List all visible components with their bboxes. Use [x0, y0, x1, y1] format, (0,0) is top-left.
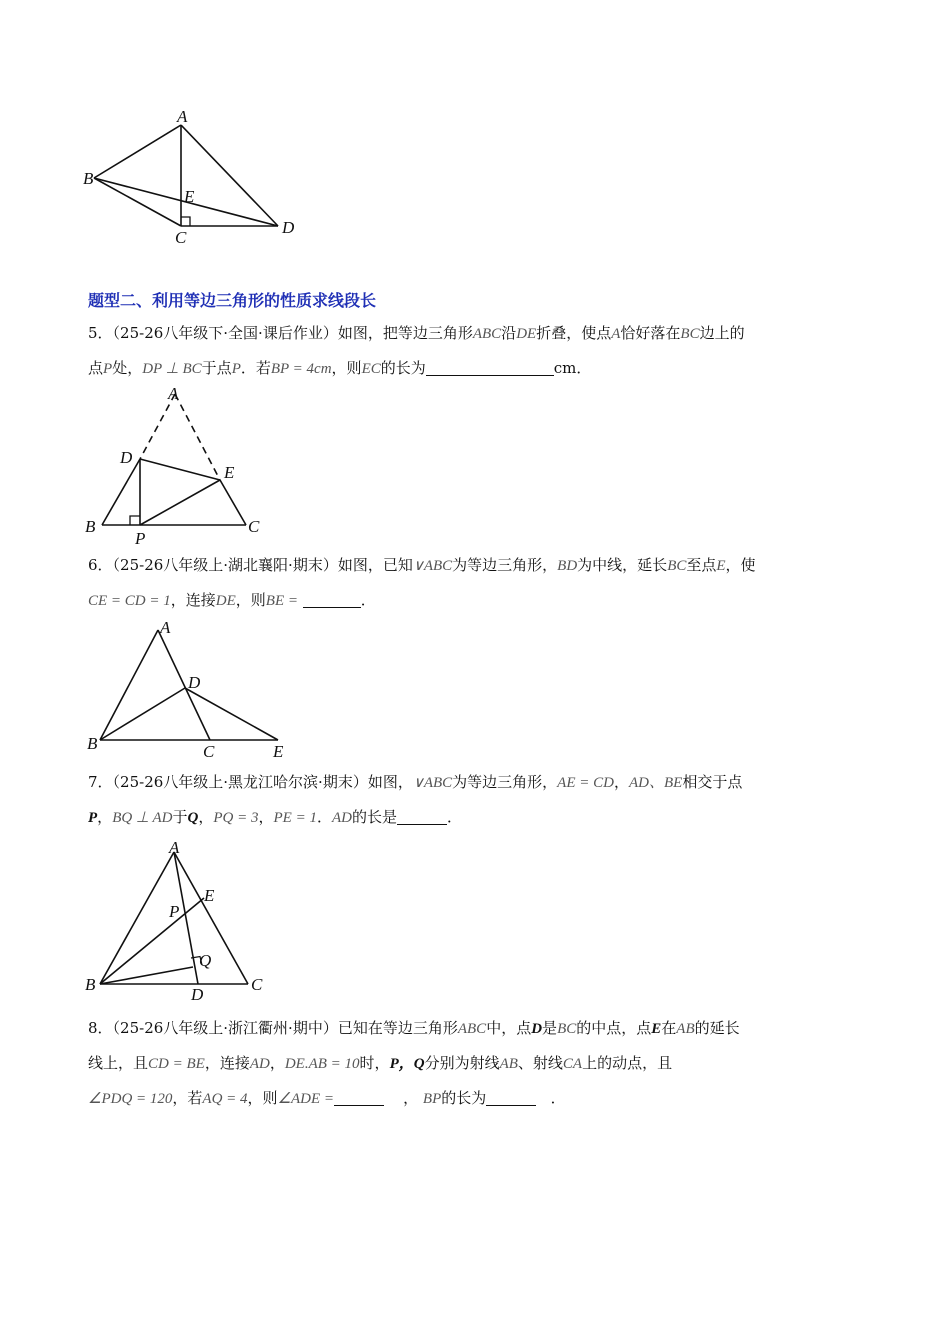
label-c: C [248, 517, 260, 536]
math: P [103, 361, 113, 377]
math: AD [249, 1056, 270, 1072]
text: ， [97, 808, 113, 826]
point-p: P [88, 810, 98, 826]
text: 的中点，点 [576, 1019, 652, 1037]
right-angle-mark [181, 217, 190, 226]
question-source: （25-26八年级下·全国·课后作业） [112, 324, 338, 342]
question-8 [88, 1011, 868, 1116]
segment-ac [158, 630, 210, 740]
label-d: D [188, 673, 201, 692]
segment-ab [94, 125, 181, 178]
segment-db [102, 459, 140, 525]
text: ，若 [172, 1089, 203, 1107]
label-c: C [251, 975, 263, 994]
text: 时， [359, 1054, 390, 1072]
math: BP [422, 1091, 442, 1107]
math: ABC [457, 1021, 487, 1037]
section-title: 题型二、利用等边三角形的性质求线段长 [88, 291, 377, 310]
label-e: E [184, 187, 195, 206]
figure-q7 [80, 832, 280, 1002]
right-angle-mark [130, 516, 140, 525]
label-c: C [175, 228, 187, 247]
label-a: A [160, 618, 171, 637]
label-a: A [177, 110, 188, 126]
math: AB [499, 1056, 518, 1072]
math: AE = CD [557, 775, 614, 791]
question-number: 5． [88, 324, 113, 342]
text: 是 [542, 1019, 558, 1037]
text: ，连接 [170, 591, 216, 609]
segment-ab [100, 852, 174, 984]
label-b: B [87, 734, 98, 753]
text: 中，点 [486, 1019, 532, 1037]
text: 为中线，延长 [577, 556, 668, 574]
text: 线上，且 [88, 1054, 149, 1072]
label-a: A [168, 384, 179, 403]
math: ∨ABC [412, 558, 453, 574]
question-source: （25-26八年级上·浙江衢州·期中） [112, 1019, 338, 1037]
text: 至点 [686, 556, 717, 574]
text: ，则 [247, 1089, 278, 1107]
math: PE = 1 [273, 810, 317, 826]
text: ，连接 [204, 1054, 250, 1072]
point-d: D [531, 1021, 543, 1037]
math: ABC [472, 326, 502, 342]
math: ∠PDQ = 120 [88, 1091, 173, 1107]
segment-ab [100, 630, 158, 740]
text: 的长为 [380, 359, 426, 377]
figure-q4 [80, 110, 320, 250]
label-q: Q [199, 951, 212, 970]
text: ，使 [725, 556, 756, 574]
segment-ec [220, 480, 246, 525]
label-a: A [169, 838, 180, 857]
math: BP = 4cm [270, 361, 332, 377]
math: BC [680, 326, 700, 342]
text: ． [550, 1089, 566, 1107]
points-pq: P，Q [389, 1056, 425, 1072]
label-d: D [282, 218, 295, 237]
text: ， [403, 1089, 419, 1107]
text: 上的动点，且 [582, 1054, 673, 1072]
text: 点 [88, 359, 104, 377]
answer-blank[interactable] [303, 589, 361, 608]
segment-bd [100, 688, 185, 740]
point-q: Q [187, 810, 199, 826]
segment-de [140, 459, 220, 480]
label-c: C [203, 742, 215, 761]
math: CA [562, 1056, 583, 1072]
math: BC [667, 558, 687, 574]
text: 在 [661, 1019, 677, 1037]
point-e: E [651, 1021, 662, 1037]
question-5 [88, 316, 868, 386]
text: 边上的 [699, 324, 745, 342]
math: DE [215, 593, 236, 609]
text: 为等边三角形， [452, 556, 558, 574]
text: ，则 [235, 591, 266, 609]
math: BQ ⊥ AD [112, 810, 173, 826]
text: 分别为射线 [424, 1054, 500, 1072]
math: BD [557, 558, 578, 574]
label-e: E [273, 742, 284, 761]
text: ， [269, 1054, 285, 1072]
math: A [611, 326, 621, 342]
text: ． [316, 808, 332, 826]
math: CE = CD = 1 [88, 593, 171, 609]
math: ∨ABC [412, 775, 453, 791]
segment-bc [94, 178, 181, 226]
figure-q6 [80, 612, 300, 762]
label-p: P [169, 902, 180, 921]
segment-ad [181, 125, 278, 226]
segment-pe [140, 480, 220, 525]
math: CD = BE [148, 1056, 205, 1072]
question-number: 8． [88, 1019, 113, 1037]
text: 为等边三角形， [452, 773, 558, 791]
math: E [716, 558, 726, 574]
text: 的长是 [351, 808, 397, 826]
answer-blank[interactable] [397, 806, 447, 825]
label-d: D [191, 985, 204, 1002]
text: 如图，把等边三角形 [337, 324, 473, 342]
answer-blank-bp[interactable] [486, 1087, 536, 1106]
math: ∠ADE = [277, 1091, 335, 1107]
text: ， [198, 808, 214, 826]
text: 于 [172, 808, 188, 826]
fold-line-ae [175, 394, 220, 480]
text: 恰好落在 [620, 324, 681, 342]
label-d: D [120, 448, 133, 467]
question-number: 6． [88, 556, 113, 574]
question-source: （25-26八年级上·湖北襄阳·期末） [112, 556, 338, 574]
answer-blank-angle[interactable] [334, 1087, 384, 1106]
question-number: 7． [88, 773, 113, 791]
math: AB [676, 1021, 695, 1037]
question-source: （25-26八年级上·黑龙江哈尔滨·期末） [112, 773, 368, 791]
label-e: E [224, 463, 235, 482]
text: 的长为 [441, 1089, 487, 1107]
answer-blank[interactable] [426, 357, 554, 376]
text: 相交于点 [682, 773, 743, 791]
text: 如图，已知 [337, 556, 413, 574]
math: DE.AB = 10 [284, 1056, 360, 1072]
segment-be [100, 898, 204, 984]
math: DP ⊥ BC [142, 361, 202, 377]
text: 沿 [501, 324, 517, 342]
math: EC [361, 361, 381, 377]
unit: cm． [553, 359, 592, 377]
text: ，则 [331, 359, 362, 377]
question-6 [88, 548, 868, 618]
text: 于点 [201, 359, 232, 377]
math: DE [516, 326, 537, 342]
text: 、射线 [517, 1054, 563, 1072]
math: P [231, 361, 241, 377]
math: AQ = 4 [202, 1091, 248, 1107]
text: 如图， [367, 773, 413, 791]
math: AD [331, 810, 352, 826]
text: 折叠，使点 [536, 324, 612, 342]
math: BE = [265, 593, 298, 609]
label-b: B [85, 975, 96, 994]
question-7 [88, 765, 868, 835]
text: ， [613, 773, 629, 791]
math: PQ = 3 [213, 810, 259, 826]
fold-line-ad [140, 394, 175, 459]
math: AD、BE [628, 775, 683, 791]
label-b: B [83, 169, 94, 188]
text: 的延长 [694, 1019, 740, 1037]
text: ． [360, 591, 376, 609]
figure-q5 [80, 382, 280, 547]
text: ．若 [240, 359, 271, 377]
text: 处， [112, 359, 143, 377]
segment-de [185, 688, 278, 740]
math: BC [557, 1021, 577, 1037]
segment-bq [100, 967, 193, 984]
text: ． [446, 808, 462, 826]
text: 已知在等边三角形 [337, 1019, 458, 1037]
label-b: B [85, 517, 96, 536]
text: ， [258, 808, 274, 826]
label-p: P [135, 529, 146, 547]
label-e: E [204, 886, 215, 905]
